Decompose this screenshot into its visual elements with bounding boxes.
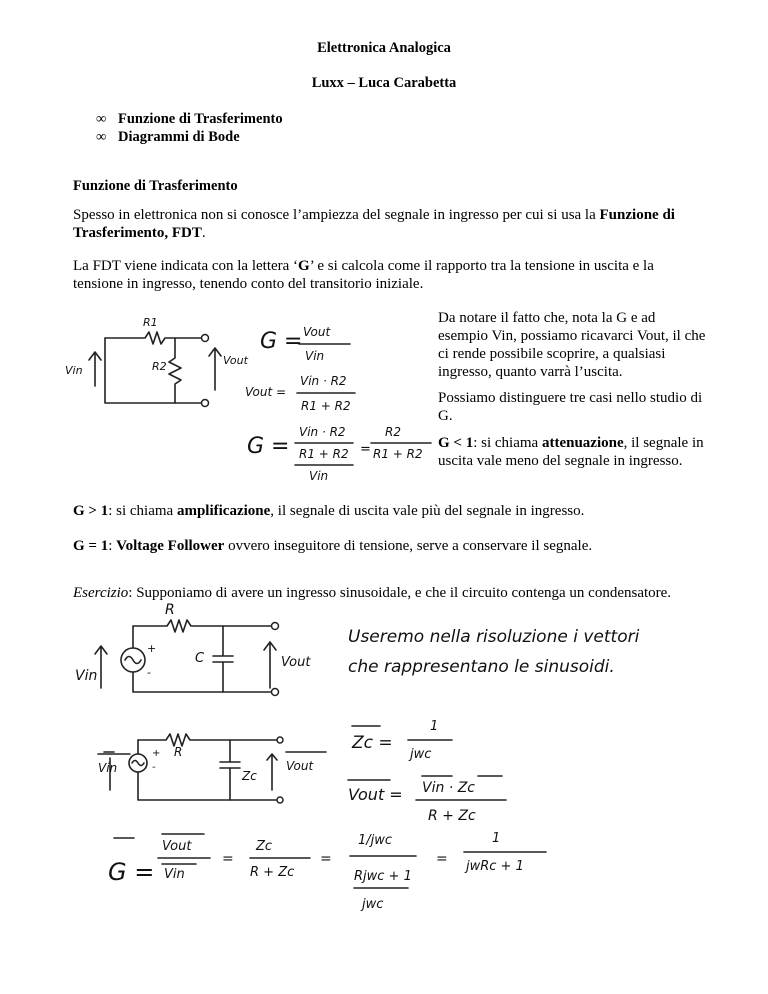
svg-text:1: 1 (430, 719, 439, 734)
svg-text:Vin: Vin (305, 349, 325, 363)
svg-text:1/jwc: 1/jwc (358, 833, 393, 848)
svg-text:Vin · Zc: Vin · Zc (422, 780, 475, 796)
svg-text:Vin · R2: Vin · R2 (300, 374, 347, 388)
vin-label: Vin (98, 761, 118, 775)
svg-text:R1 + R2: R1 + R2 (299, 447, 349, 461)
voltage-divider-circuit (65, 316, 249, 407)
side-paragraph-cases: Possiamo distinguere tre casi nello studio di G. (438, 390, 703, 424)
section-heading: Funzione di Trasferimento (73, 178, 238, 194)
svg-text:1: 1 (492, 831, 501, 846)
svg-text:-: - (147, 666, 151, 679)
svg-text:R1 + R2: R1 + R2 (301, 399, 351, 413)
svg-text:jwRc + 1: jwRc + 1 (466, 859, 524, 874)
svg-text:jwc: jwc (362, 897, 384, 912)
handwritten-note (348, 627, 640, 677)
svg-text:=: = (436, 851, 448, 867)
svg-text:G =: G = (108, 858, 155, 886)
g-derivation (108, 831, 546, 912)
vout-label: Vout (281, 655, 311, 670)
paragraph-fdt: La FDT viene indicata con la lettera ‘G’ e si calcola come il rapporto tra la tensione in uscita e la tensione in ingresso, tenendo conto del transitorio iniziale. (73, 258, 654, 292)
vout-label: Vout (223, 354, 248, 367)
g-derivation-figure (100, 828, 560, 932)
toc-item: ∞ Funzione di Trasferimento (96, 111, 283, 127)
svg-text:R + Zc: R + Zc (428, 808, 476, 824)
svg-text:R + Zc: R + Zc (250, 865, 295, 880)
r2-label: R2 (152, 360, 167, 373)
side-paragraph-note: Da notare il fatto che, nota la G e ad esempio Vin, possiamo ricavarci Vout, il che ci rende possibile scoprire, a qualsiasi ingresso, quanto varrà l’uscita. (438, 310, 706, 380)
r1-label: R1 (143, 316, 158, 329)
svg-text:G =: G = (247, 434, 290, 459)
svg-text:-: - (152, 762, 156, 773)
svg-text:Vin: Vin (164, 867, 185, 882)
svg-text:Vin: Vin (309, 469, 329, 483)
transfer-formula (245, 325, 431, 483)
vin-label: Vin (75, 668, 98, 684)
case-voltage-follower: G = 1: Voltage Follower ovvero inseguitore di tensione, serve a conservare il segnale. (73, 538, 593, 554)
svg-text:Vin · R2: Vin · R2 (299, 425, 346, 439)
note-line-1: Useremo nella risoluzione i vettori (348, 627, 640, 647)
infinity-bullet-icon: ∞ (96, 129, 107, 145)
phasor-circuit-figure (90, 718, 730, 828)
svg-text:R2: R2 (385, 425, 401, 439)
voltage-divider-figure (65, 308, 435, 498)
zc-vout-formulas (348, 719, 506, 824)
r-label: R (174, 745, 183, 759)
svg-text:Rjwc + 1: Rjwc + 1 (354, 869, 412, 884)
svg-text:+: + (152, 748, 161, 759)
note-line-2: che rappresentano le sinusoidi. (348, 657, 615, 677)
svg-text:Zc: Zc (256, 839, 273, 854)
r-label: R (165, 602, 175, 618)
svg-text:Vout: Vout (303, 325, 331, 339)
zc-label: Zc (242, 769, 257, 783)
document-author: Luxx – Luca Carabetta (311, 75, 457, 91)
svg-text:=: = (320, 851, 332, 867)
svg-text:jwc: jwc (410, 747, 432, 762)
rc-circuit (75, 602, 311, 696)
g-equals: G = (260, 329, 303, 354)
svg-text:=: = (222, 851, 234, 867)
svg-text:Vout =: Vout = (348, 785, 403, 804)
svg-text:+: + (147, 642, 157, 655)
c-label: C (195, 651, 205, 666)
vout-label: Vout (286, 759, 314, 773)
svg-text:R1 + R2: R1 + R2 (373, 447, 423, 461)
paragraph-intro: Spesso in elettronica non si conosce l’ampiezza del segnale in ingresso per cui si usa la Funzione di Trasferimento, FDT. (73, 207, 675, 241)
phasor-circuit (98, 734, 326, 803)
svg-text:Zc =: Zc = (352, 733, 393, 753)
toc-item: ∞ Diagrammi di Bode (96, 129, 240, 145)
svg-text:=: = (360, 442, 371, 457)
case-attenuation: G < 1: si chiama attenuazione, il segnale in uscita vale meno del segnale in ingresso. (438, 435, 704, 469)
svg-text:Vout: Vout (162, 839, 192, 854)
document-title: Elettronica Analogica (317, 40, 451, 56)
rc-circuit-figure (55, 600, 735, 705)
case-amplification: G > 1: si chiama amplificazione, il segnale di uscita vale più del segnale in ingresso. (73, 503, 585, 519)
vin-label: Vin (65, 364, 83, 377)
svg-text:Vout =: Vout = (245, 385, 287, 399)
infinity-bullet-icon: ∞ (96, 111, 107, 127)
exercise-paragraph: Esercizio: Supponiamo di avere un ingresso sinusoidale, e che il circuito contenga un condensatore. (73, 585, 672, 601)
toc-list (96, 110, 283, 146)
